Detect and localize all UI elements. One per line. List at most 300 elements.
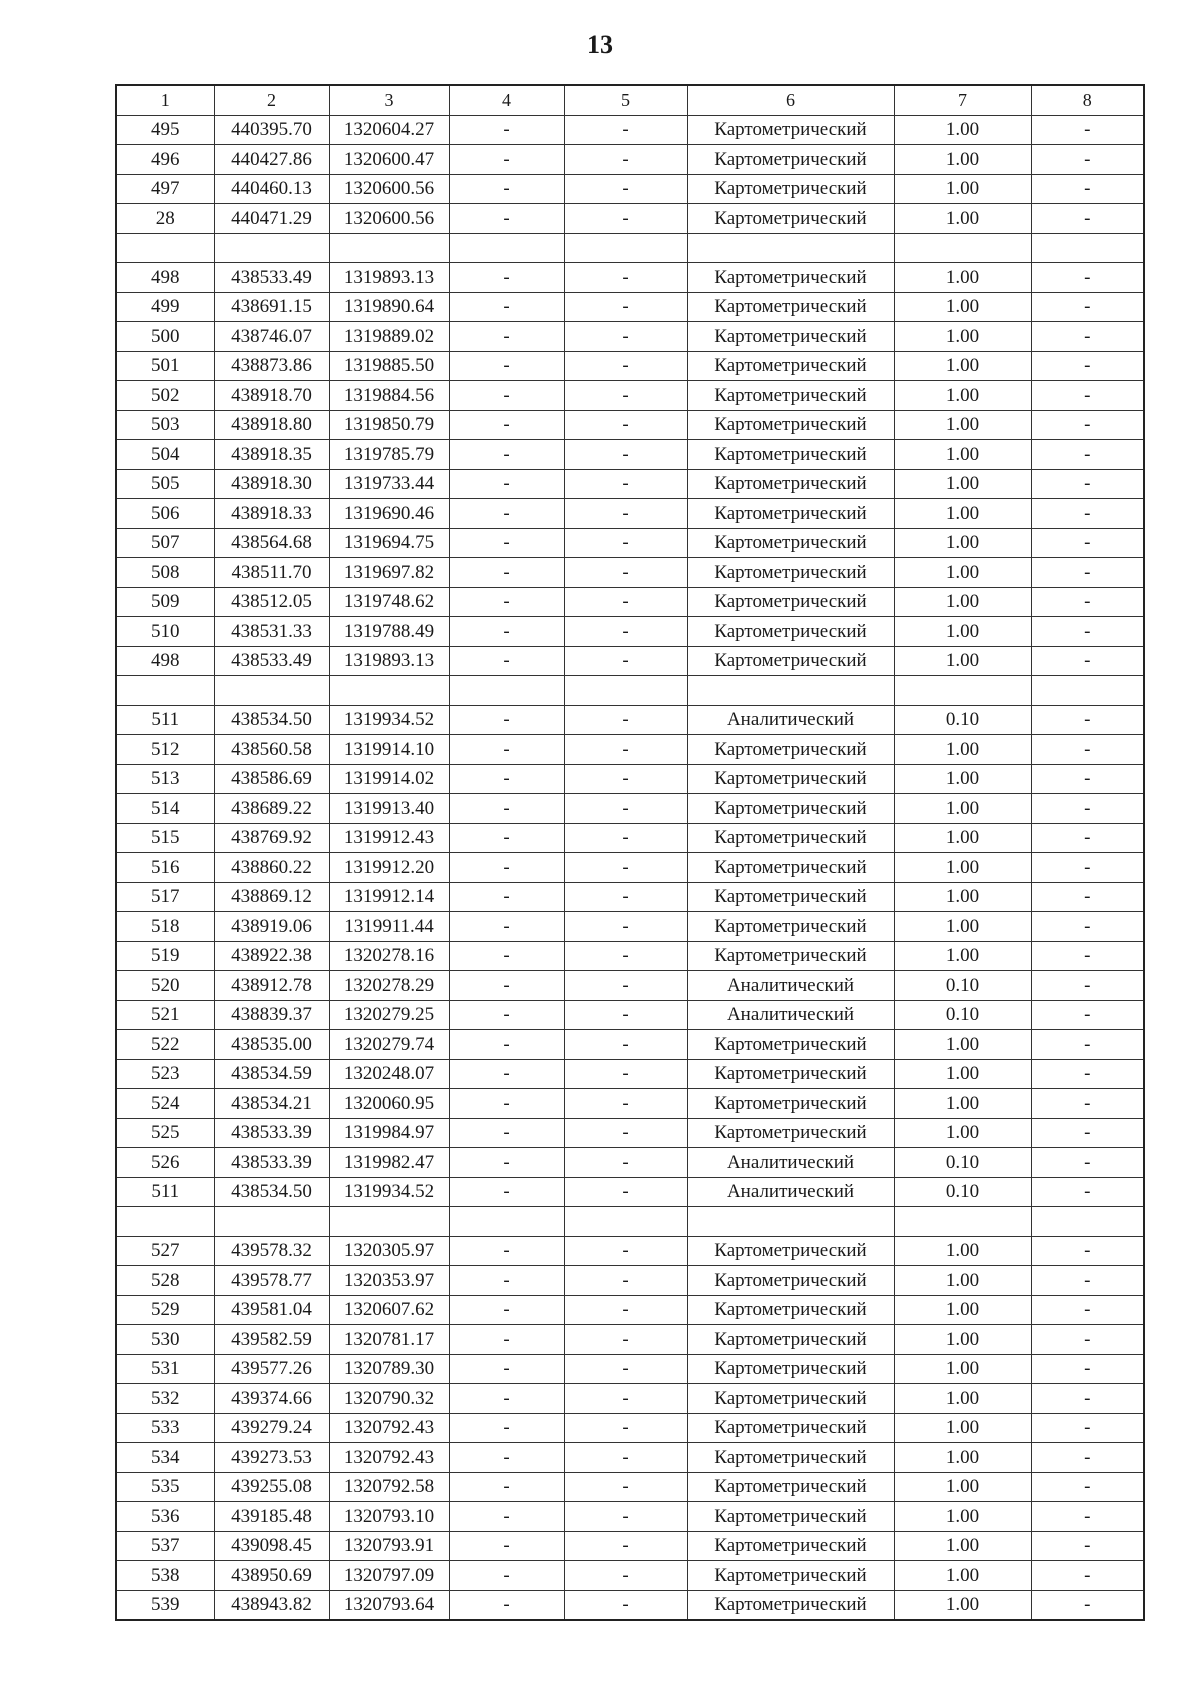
x-coordinate-cell: 438869.12 — [214, 882, 329, 912]
x-coordinate-cell: 438533.39 — [214, 1148, 329, 1178]
accuracy-cell: 1.00 — [894, 764, 1031, 794]
column-header: 2 — [214, 85, 329, 115]
column-5-cell: - — [564, 1325, 687, 1355]
accuracy-cell: 1.00 — [894, 882, 1031, 912]
x-coordinate-cell: 438534.50 — [214, 1177, 329, 1207]
point-number-cell: 508 — [116, 558, 214, 588]
point-number-cell: 527 — [116, 1236, 214, 1266]
column-4-cell: - — [449, 263, 564, 293]
column-5-cell: - — [564, 322, 687, 352]
accuracy-cell: 1.00 — [894, 351, 1031, 381]
point-number-cell — [116, 233, 214, 263]
y-coordinate-cell — [329, 1207, 449, 1237]
column-8-cell: - — [1031, 1443, 1144, 1473]
y-coordinate-cell: 1320607.62 — [329, 1295, 449, 1325]
column-4-cell: - — [449, 469, 564, 499]
column-4-cell: - — [449, 1472, 564, 1502]
column-8-cell: - — [1031, 115, 1144, 145]
table-row — [116, 646, 1144, 676]
column-5-cell: - — [564, 558, 687, 588]
column-5-cell: - — [564, 1148, 687, 1178]
column-header: 1 — [116, 85, 214, 115]
column-4-cell: - — [449, 1502, 564, 1532]
column-8-cell: - — [1031, 735, 1144, 765]
table-row — [116, 469, 1144, 499]
accuracy-cell: 1.00 — [894, 263, 1031, 293]
accuracy-cell: 1.00 — [894, 617, 1031, 647]
table-row — [116, 440, 1144, 470]
column-5-cell: - — [564, 381, 687, 411]
column-4-cell: - — [449, 440, 564, 470]
x-coordinate-cell: 438919.06 — [214, 912, 329, 942]
column-5-cell: - — [564, 1531, 687, 1561]
y-coordinate-cell: 1319893.13 — [329, 263, 449, 293]
table-row — [116, 1000, 1144, 1030]
method-cell: Картометрический — [687, 115, 894, 145]
column-4-cell: - — [449, 1030, 564, 1060]
table-row — [116, 764, 1144, 794]
column-header: 3 — [329, 85, 449, 115]
accuracy-cell: 1.00 — [894, 174, 1031, 204]
table-row — [116, 558, 1144, 588]
y-coordinate-cell: 1319911.44 — [329, 912, 449, 942]
column-4-cell: - — [449, 1384, 564, 1414]
column-8-cell: - — [1031, 1059, 1144, 1089]
x-coordinate-cell: 438918.30 — [214, 469, 329, 499]
column-8-cell: - — [1031, 469, 1144, 499]
y-coordinate-cell: 1320793.91 — [329, 1531, 449, 1561]
accuracy-cell: 1.00 — [894, 1089, 1031, 1119]
method-cell: Картометрический — [687, 145, 894, 175]
column-5-cell: - — [564, 1177, 687, 1207]
y-coordinate-cell: 1319912.14 — [329, 882, 449, 912]
accuracy-cell: 1.00 — [894, 115, 1031, 145]
y-coordinate-cell: 1320305.97 — [329, 1236, 449, 1266]
method-cell: Аналитический — [687, 1148, 894, 1178]
y-coordinate-cell: 1320781.17 — [329, 1325, 449, 1355]
point-number-cell: 528 — [116, 1266, 214, 1296]
y-coordinate-cell: 1319884.56 — [329, 381, 449, 411]
point-number-cell: 520 — [116, 971, 214, 1001]
point-number-cell: 497 — [116, 174, 214, 204]
column-8-cell: - — [1031, 912, 1144, 942]
method-cell — [687, 233, 894, 263]
column-8-cell: - — [1031, 1236, 1144, 1266]
method-cell: Картометрический — [687, 528, 894, 558]
method-cell: Картометрический — [687, 1236, 894, 1266]
method-cell: Картометрический — [687, 794, 894, 824]
table-row — [116, 322, 1144, 352]
column-8-cell: - — [1031, 705, 1144, 735]
column-4-cell: - — [449, 1148, 564, 1178]
column-8-cell: - — [1031, 853, 1144, 883]
column-8-cell — [1031, 1207, 1144, 1237]
column-5-cell: - — [564, 1295, 687, 1325]
x-coordinate-cell: 438918.33 — [214, 499, 329, 529]
x-coordinate-cell: 438839.37 — [214, 1000, 329, 1030]
table-row — [116, 1118, 1144, 1148]
accuracy-cell: 1.00 — [894, 1472, 1031, 1502]
column-5-cell: - — [564, 764, 687, 794]
y-coordinate-cell: 1319697.82 — [329, 558, 449, 588]
column-5-cell: - — [564, 1118, 687, 1148]
x-coordinate-cell: 439374.66 — [214, 1384, 329, 1414]
accuracy-cell: 1.00 — [894, 1531, 1031, 1561]
separator-row — [116, 676, 1144, 706]
y-coordinate-cell: 1319934.52 — [329, 705, 449, 735]
table-row — [116, 971, 1144, 1001]
point-number-cell: 499 — [116, 292, 214, 322]
point-number-cell: 509 — [116, 587, 214, 617]
table-row — [116, 292, 1144, 322]
accuracy-cell: 1.00 — [894, 823, 1031, 853]
accuracy-cell: 1.00 — [894, 1384, 1031, 1414]
column-8-cell — [1031, 233, 1144, 263]
point-number-cell: 502 — [116, 381, 214, 411]
column-8-cell: - — [1031, 381, 1144, 411]
method-cell: Картометрический — [687, 1443, 894, 1473]
column-8-cell: - — [1031, 263, 1144, 293]
point-number-cell: 498 — [116, 646, 214, 676]
x-coordinate-cell: 438922.38 — [214, 941, 329, 971]
point-number-cell: 28 — [116, 204, 214, 234]
table-row — [116, 381, 1144, 411]
accuracy-cell: 1.00 — [894, 322, 1031, 352]
column-5-cell: - — [564, 617, 687, 647]
y-coordinate-cell: 1320793.64 — [329, 1590, 449, 1620]
column-8-cell: - — [1031, 764, 1144, 794]
column-5-cell: - — [564, 853, 687, 883]
method-cell: Картометрический — [687, 1059, 894, 1089]
column-8-cell: - — [1031, 1089, 1144, 1119]
x-coordinate-cell: 439279.24 — [214, 1413, 329, 1443]
table-row — [116, 263, 1144, 293]
column-5-cell: - — [564, 292, 687, 322]
column-4-cell: - — [449, 853, 564, 883]
y-coordinate-cell — [329, 233, 449, 263]
point-number-cell: 536 — [116, 1502, 214, 1532]
y-coordinate-cell: 1320600.56 — [329, 204, 449, 234]
point-number-cell: 514 — [116, 794, 214, 824]
method-cell: Картометрический — [687, 1295, 894, 1325]
x-coordinate-cell — [214, 1207, 329, 1237]
accuracy-cell: 1.00 — [894, 1118, 1031, 1148]
method-cell: Аналитический — [687, 1177, 894, 1207]
column-4-cell: - — [449, 587, 564, 617]
point-number-cell: 539 — [116, 1590, 214, 1620]
column-4-cell: - — [449, 1266, 564, 1296]
column-8-cell: - — [1031, 617, 1144, 647]
column-8-cell: - — [1031, 1148, 1144, 1178]
column-4-cell: - — [449, 882, 564, 912]
column-4-cell: - — [449, 115, 564, 145]
x-coordinate-cell: 438560.58 — [214, 735, 329, 765]
column-5-cell: - — [564, 1413, 687, 1443]
column-8-cell: - — [1031, 1177, 1144, 1207]
column-4-cell: - — [449, 1089, 564, 1119]
column-5-cell — [564, 1207, 687, 1237]
point-number-cell: 505 — [116, 469, 214, 499]
column-8-cell: - — [1031, 204, 1144, 234]
column-4-cell: - — [449, 381, 564, 411]
column-8-cell: - — [1031, 351, 1144, 381]
point-number-cell: 498 — [116, 263, 214, 293]
y-coordinate-cell: 1320600.47 — [329, 145, 449, 175]
method-cell: Картометрический — [687, 735, 894, 765]
x-coordinate-cell: 438950.69 — [214, 1561, 329, 1591]
column-5-cell: - — [564, 174, 687, 204]
y-coordinate-cell: 1320600.56 — [329, 174, 449, 204]
method-cell: Картометрический — [687, 351, 894, 381]
accuracy-cell: 1.00 — [894, 145, 1031, 175]
y-coordinate-cell: 1320789.30 — [329, 1354, 449, 1384]
x-coordinate-cell — [214, 676, 329, 706]
x-coordinate-cell: 439582.59 — [214, 1325, 329, 1355]
point-number-cell: 511 — [116, 1177, 214, 1207]
method-cell: Картометрический — [687, 1325, 894, 1355]
column-4-cell: - — [449, 971, 564, 1001]
x-coordinate-cell: 440427.86 — [214, 145, 329, 175]
method-cell: Картометрический — [687, 381, 894, 411]
x-coordinate-cell: 438943.82 — [214, 1590, 329, 1620]
x-coordinate-cell: 439273.53 — [214, 1443, 329, 1473]
method-cell: Картометрический — [687, 1030, 894, 1060]
accuracy-cell: 1.00 — [894, 735, 1031, 765]
x-coordinate-cell: 438918.35 — [214, 440, 329, 470]
x-coordinate-cell: 439185.48 — [214, 1502, 329, 1532]
y-coordinate-cell: 1319890.64 — [329, 292, 449, 322]
column-4-cell: - — [449, 1590, 564, 1620]
table-row — [116, 1354, 1144, 1384]
column-4-cell: - — [449, 528, 564, 558]
point-number-cell: 519 — [116, 941, 214, 971]
column-4-cell: - — [449, 351, 564, 381]
method-cell: Аналитический — [687, 971, 894, 1001]
column-5-cell — [564, 676, 687, 706]
column-5-cell: - — [564, 410, 687, 440]
method-cell: Картометрический — [687, 1531, 894, 1561]
x-coordinate-cell: 440471.29 — [214, 204, 329, 234]
accuracy-cell: 1.00 — [894, 853, 1031, 883]
table-row — [116, 1531, 1144, 1561]
point-number-cell: 518 — [116, 912, 214, 942]
x-coordinate-cell: 438918.80 — [214, 410, 329, 440]
accuracy-cell: 1.00 — [894, 1059, 1031, 1089]
column-4-cell — [449, 676, 564, 706]
column-5-cell: - — [564, 1443, 687, 1473]
column-5-cell: - — [564, 912, 687, 942]
table-row — [116, 823, 1144, 853]
point-number-cell: 496 — [116, 145, 214, 175]
column-8-cell: - — [1031, 1413, 1144, 1443]
method-cell: Картометрический — [687, 646, 894, 676]
y-coordinate-cell: 1320792.58 — [329, 1472, 449, 1502]
method-cell: Картометрический — [687, 1266, 894, 1296]
accuracy-cell: 1.00 — [894, 646, 1031, 676]
column-5-cell: - — [564, 1472, 687, 1502]
column-4-cell: - — [449, 1118, 564, 1148]
y-coordinate-cell: 1320790.32 — [329, 1384, 449, 1414]
column-8-cell: - — [1031, 1561, 1144, 1591]
column-8-cell: - — [1031, 1590, 1144, 1620]
table-row — [116, 1148, 1144, 1178]
x-coordinate-cell: 438531.33 — [214, 617, 329, 647]
table-row — [116, 528, 1144, 558]
x-coordinate-cell: 440460.13 — [214, 174, 329, 204]
column-header: 7 — [894, 85, 1031, 115]
table-row — [116, 912, 1144, 942]
accuracy-cell: 1.00 — [894, 794, 1031, 824]
y-coordinate-cell: 1320060.95 — [329, 1089, 449, 1119]
accuracy-cell: 1.00 — [894, 469, 1031, 499]
y-coordinate-cell: 1320279.74 — [329, 1030, 449, 1060]
column-header: 4 — [449, 85, 564, 115]
method-cell: Аналитический — [687, 1000, 894, 1030]
x-coordinate-cell: 438533.49 — [214, 263, 329, 293]
y-coordinate-cell: 1319694.75 — [329, 528, 449, 558]
y-coordinate-cell: 1319788.49 — [329, 617, 449, 647]
y-coordinate-cell: 1319934.52 — [329, 1177, 449, 1207]
accuracy-cell: 1.00 — [894, 528, 1031, 558]
column-8-cell: - — [1031, 882, 1144, 912]
table-row — [116, 1236, 1144, 1266]
accuracy-cell: 1.00 — [894, 1413, 1031, 1443]
point-number-cell: 510 — [116, 617, 214, 647]
accuracy-cell: 0.10 — [894, 971, 1031, 1001]
column-8-cell: - — [1031, 1354, 1144, 1384]
column-5-cell: - — [564, 1089, 687, 1119]
table-row — [116, 1059, 1144, 1089]
table-row — [116, 204, 1144, 234]
separator-row — [116, 1207, 1144, 1237]
y-coordinate-cell: 1319912.43 — [329, 823, 449, 853]
table-row — [116, 794, 1144, 824]
y-coordinate-cell: 1320797.09 — [329, 1561, 449, 1591]
accuracy-cell: 1.00 — [894, 292, 1031, 322]
column-4-cell: - — [449, 705, 564, 735]
table-body — [116, 115, 1144, 1620]
column-4-cell: - — [449, 735, 564, 765]
method-cell: Картометрический — [687, 617, 894, 647]
column-8-cell: - — [1031, 1384, 1144, 1414]
column-5-cell: - — [564, 351, 687, 381]
x-coordinate-cell: 438534.59 — [214, 1059, 329, 1089]
table-row — [116, 410, 1144, 440]
column-5-cell — [564, 233, 687, 263]
table-row — [116, 174, 1144, 204]
y-coordinate-cell: 1319984.97 — [329, 1118, 449, 1148]
column-8-cell: - — [1031, 440, 1144, 470]
y-coordinate-cell: 1319850.79 — [329, 410, 449, 440]
table-row — [116, 1384, 1144, 1414]
y-coordinate-cell: 1319914.02 — [329, 764, 449, 794]
table-row — [116, 1443, 1144, 1473]
table-row — [116, 1030, 1144, 1060]
method-cell: Картометрический — [687, 764, 894, 794]
column-5-cell: - — [564, 1502, 687, 1532]
x-coordinate-cell: 438534.50 — [214, 705, 329, 735]
column-5-cell: - — [564, 1590, 687, 1620]
column-8-cell: - — [1031, 823, 1144, 853]
accuracy-cell: 1.00 — [894, 941, 1031, 971]
column-5-cell: - — [564, 1236, 687, 1266]
y-coordinate-cell: 1320353.97 — [329, 1266, 449, 1296]
accuracy-cell: 0.10 — [894, 705, 1031, 735]
coordinates-table — [115, 84, 1145, 1621]
column-header: 5 — [564, 85, 687, 115]
method-cell: Картометрический — [687, 322, 894, 352]
point-number-cell: 504 — [116, 440, 214, 470]
point-number-cell: 522 — [116, 1030, 214, 1060]
column-5-cell: - — [564, 882, 687, 912]
column-4-cell: - — [449, 410, 564, 440]
column-4-cell: - — [449, 941, 564, 971]
method-cell: Картометрический — [687, 853, 894, 883]
column-8-cell: - — [1031, 1295, 1144, 1325]
point-number-cell: 537 — [116, 1531, 214, 1561]
column-5-cell: - — [564, 823, 687, 853]
x-coordinate-cell: 439098.45 — [214, 1531, 329, 1561]
accuracy-cell: 1.00 — [894, 1561, 1031, 1591]
table-row — [116, 1413, 1144, 1443]
method-cell: Картометрический — [687, 558, 894, 588]
column-4-cell: - — [449, 1354, 564, 1384]
table-row — [116, 1502, 1144, 1532]
table-row — [116, 587, 1144, 617]
column-8-cell: - — [1031, 971, 1144, 1001]
y-coordinate-cell: 1320793.10 — [329, 1502, 449, 1532]
y-coordinate-cell: 1320792.43 — [329, 1443, 449, 1473]
x-coordinate-cell: 438533.49 — [214, 646, 329, 676]
method-cell: Картометрический — [687, 1384, 894, 1414]
method-cell: Картометрический — [687, 1089, 894, 1119]
table-row — [116, 115, 1144, 145]
accuracy-cell: 1.00 — [894, 204, 1031, 234]
table-row — [116, 705, 1144, 735]
method-cell: Картометрический — [687, 1413, 894, 1443]
y-coordinate-cell: 1319982.47 — [329, 1148, 449, 1178]
x-coordinate-cell: 438873.86 — [214, 351, 329, 381]
y-coordinate-cell: 1319914.10 — [329, 735, 449, 765]
accuracy-cell: 1.00 — [894, 440, 1031, 470]
accuracy-cell: 1.00 — [894, 912, 1031, 942]
column-8-cell: - — [1031, 528, 1144, 558]
method-cell: Картометрический — [687, 1561, 894, 1591]
column-8-cell: - — [1031, 322, 1144, 352]
column-8-cell: - — [1031, 941, 1144, 971]
point-number-cell: 525 — [116, 1118, 214, 1148]
column-4-cell: - — [449, 1413, 564, 1443]
column-4-cell: - — [449, 912, 564, 942]
point-number-cell: 531 — [116, 1354, 214, 1384]
method-cell: Аналитический — [687, 705, 894, 735]
x-coordinate-cell: 438912.78 — [214, 971, 329, 1001]
accuracy-cell: 1.00 — [894, 1502, 1031, 1532]
column-4-cell: - — [449, 204, 564, 234]
column-8-cell: - — [1031, 1118, 1144, 1148]
x-coordinate-cell: 438746.07 — [214, 322, 329, 352]
column-8-cell: - — [1031, 587, 1144, 617]
x-coordinate-cell: 439578.77 — [214, 1266, 329, 1296]
y-coordinate-cell: 1320792.43 — [329, 1413, 449, 1443]
column-5-cell: - — [564, 1030, 687, 1060]
table-row — [116, 617, 1144, 647]
method-cell: Картометрический — [687, 292, 894, 322]
x-coordinate-cell: 438691.15 — [214, 292, 329, 322]
x-coordinate-cell: 438534.21 — [214, 1089, 329, 1119]
x-coordinate-cell: 438535.00 — [214, 1030, 329, 1060]
method-cell — [687, 1207, 894, 1237]
